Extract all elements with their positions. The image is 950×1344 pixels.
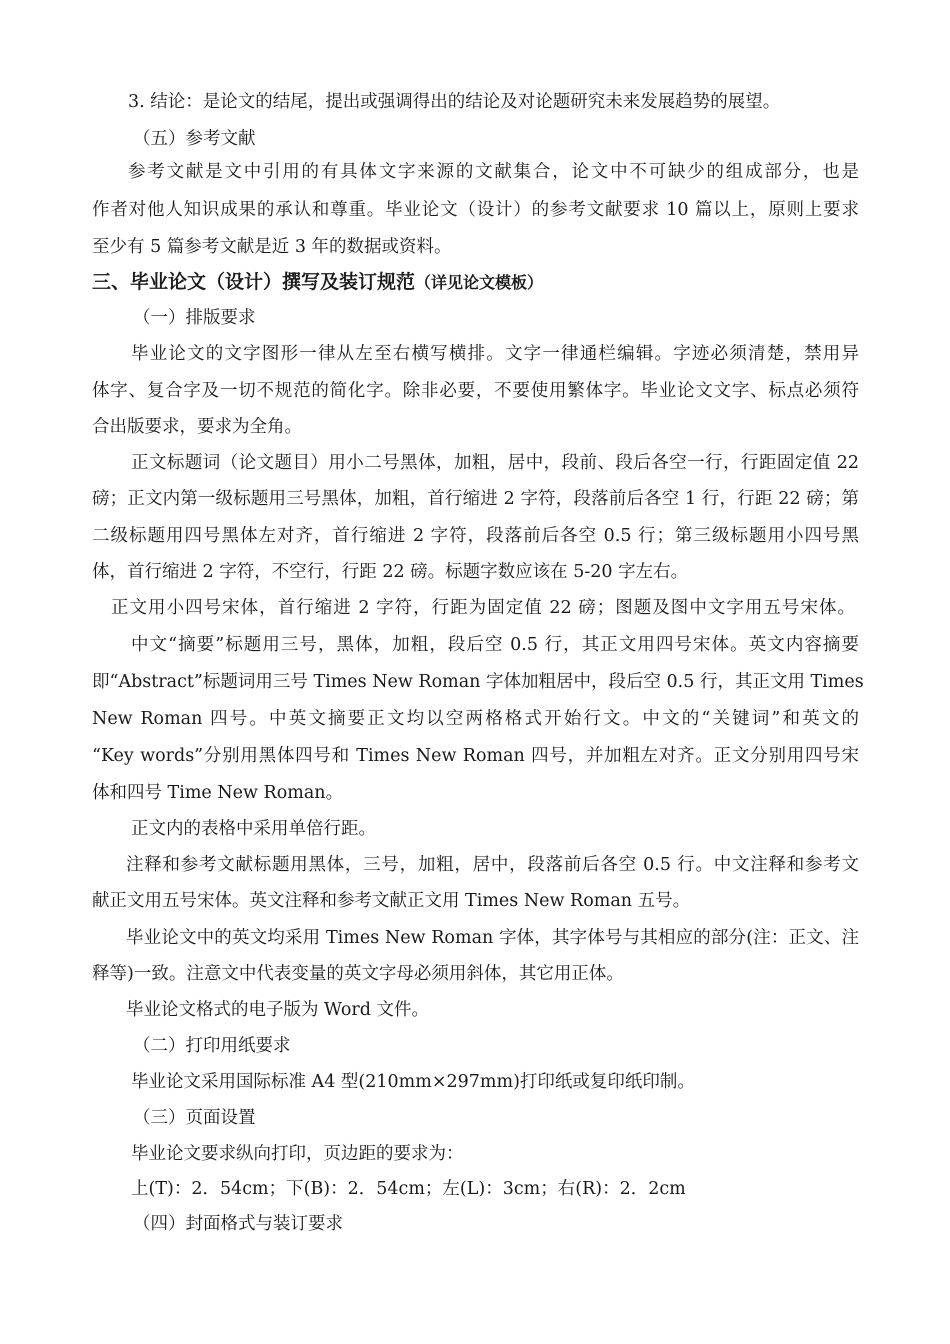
text-line: 毕业论文的文字图形一律从左至右横写横排。文字一律通栏编辑。字迹必须清楚，禁用异 [131,344,859,364]
section-heading-page-setup: （三）页面设置 [133,1108,256,1128]
text-line: 作者对他人知识成果的承认和尊重。毕业论文（设计）的参考文献要求 10 篇以上，原则上要求 [92,200,859,220]
text-line: 体和四号 Time New Roman。 [92,783,344,803]
section-heading-references: （五）参考文献 [133,129,256,149]
section-heading-cover-binding: （四）封面格式与装订要求 [133,1214,343,1234]
text-line: 毕业论文要求纵向打印，页边距的要求为： [131,1144,464,1164]
section-heading-paper: （二）打印用纸要求 [133,1036,291,1056]
text-line: 体，首行缩进 2 字符，不空行，行距 22 磅。标题字数应该在 5-20 字左右。 [92,562,689,582]
text-line: 即“Abstract”标题词用三号 Times New Roman 字体加粗居中，段后空 0.5 行，其正文用 Times [92,672,864,692]
text-line: 注释和参考文献标题用黑体，三号，加粗，居中，段落前后各空 0.5 行。中文注释和参考文 [126,855,859,875]
chapter-heading-note: （详见论文模板） [415,273,544,292]
text-line: 正文内的表格中采用单倍行距。 [131,819,376,839]
chapter-heading [92,270,543,295]
text-line: 毕业论文采用国际标准 A4 型(210mm×297mm)打印纸或复印纸印制。 [131,1072,695,1092]
text-line: 献正文用五号宋体。英文注释和参考文献正文用 Times New Roman 五号。 [92,891,691,911]
margin-settings-line: 上(T)：2．54cm；下(B)：2．54cm；左(L)：3cm；右(R)：2．2cm [131,1179,686,1199]
section-heading-layout: （一）排版要求 [133,308,256,328]
text-line: 中文“摘要”标题用三号，黑体，加粗，段后空 0.5 行，其正文用四号宋体。英文内容摘要 [131,635,859,655]
text-line: 毕业论文中的英文均采用 Times New Roman 字体，其字体号与其相应的部分(注：正文、注 [126,928,859,948]
chapter-heading-text: 三、毕业论文（设计）撰写及装订规范 [92,271,416,293]
text-line: 合出版要求，要求为全角。 [92,417,302,437]
text-line: 毕业论文格式的电子版为 Word 文件。 [126,1000,430,1020]
text-line: “Key words”分别用黑体四号和 Times New Roman 四号，并加粗左对齐。正文分别用四号宋 [92,746,859,766]
text-line: 正文用小四号宋体，首行缩进 2 字符，行距为固定值 22 磅；图题及图中文字用五号宋体。 [111,598,855,618]
text-line: 释等)一致。注意文中代表变量的英文字母必须用斜体，其它用正体。 [92,964,624,984]
text-line: 至少有 5 篇参考文献是近 3 年的数据或资料。 [92,237,452,257]
text-line: New Roman 四号。中英文摘要正文均以空两格格式开始行文。中文的“关键词”和英文的 [92,709,859,729]
text-line: 3. 结论：是论文的结尾，提出或强调得出的结论及对论题研究未来发展趋势的展望。 [128,92,781,112]
text-line: 正文标题词（论文题目）用小二号黑体，加粗，居中，段前、段后各空一行，行距固定值 22 [131,453,859,473]
text-line: 磅；正文内第一级标题用三号黑体，加粗，首行缩进 2 字符，段落前后各空 1 行，行距 22 磅；第 [92,489,859,509]
text-line: 二级标题用四号黑体左对齐，首行缩进 2 字符，段落前后各空 0.5 行；第三级标题用小四号黑 [92,526,859,546]
text-line: 参考文献是文中引用的有具体文字来源的文献集合，论文中不可缺少的组成部分，也是 [128,162,859,182]
text-line: 体字、复合字及一切不规范的简化字。除非必要，不要使用繁体字。毕业论文文字、标点必须符 [92,381,859,401]
